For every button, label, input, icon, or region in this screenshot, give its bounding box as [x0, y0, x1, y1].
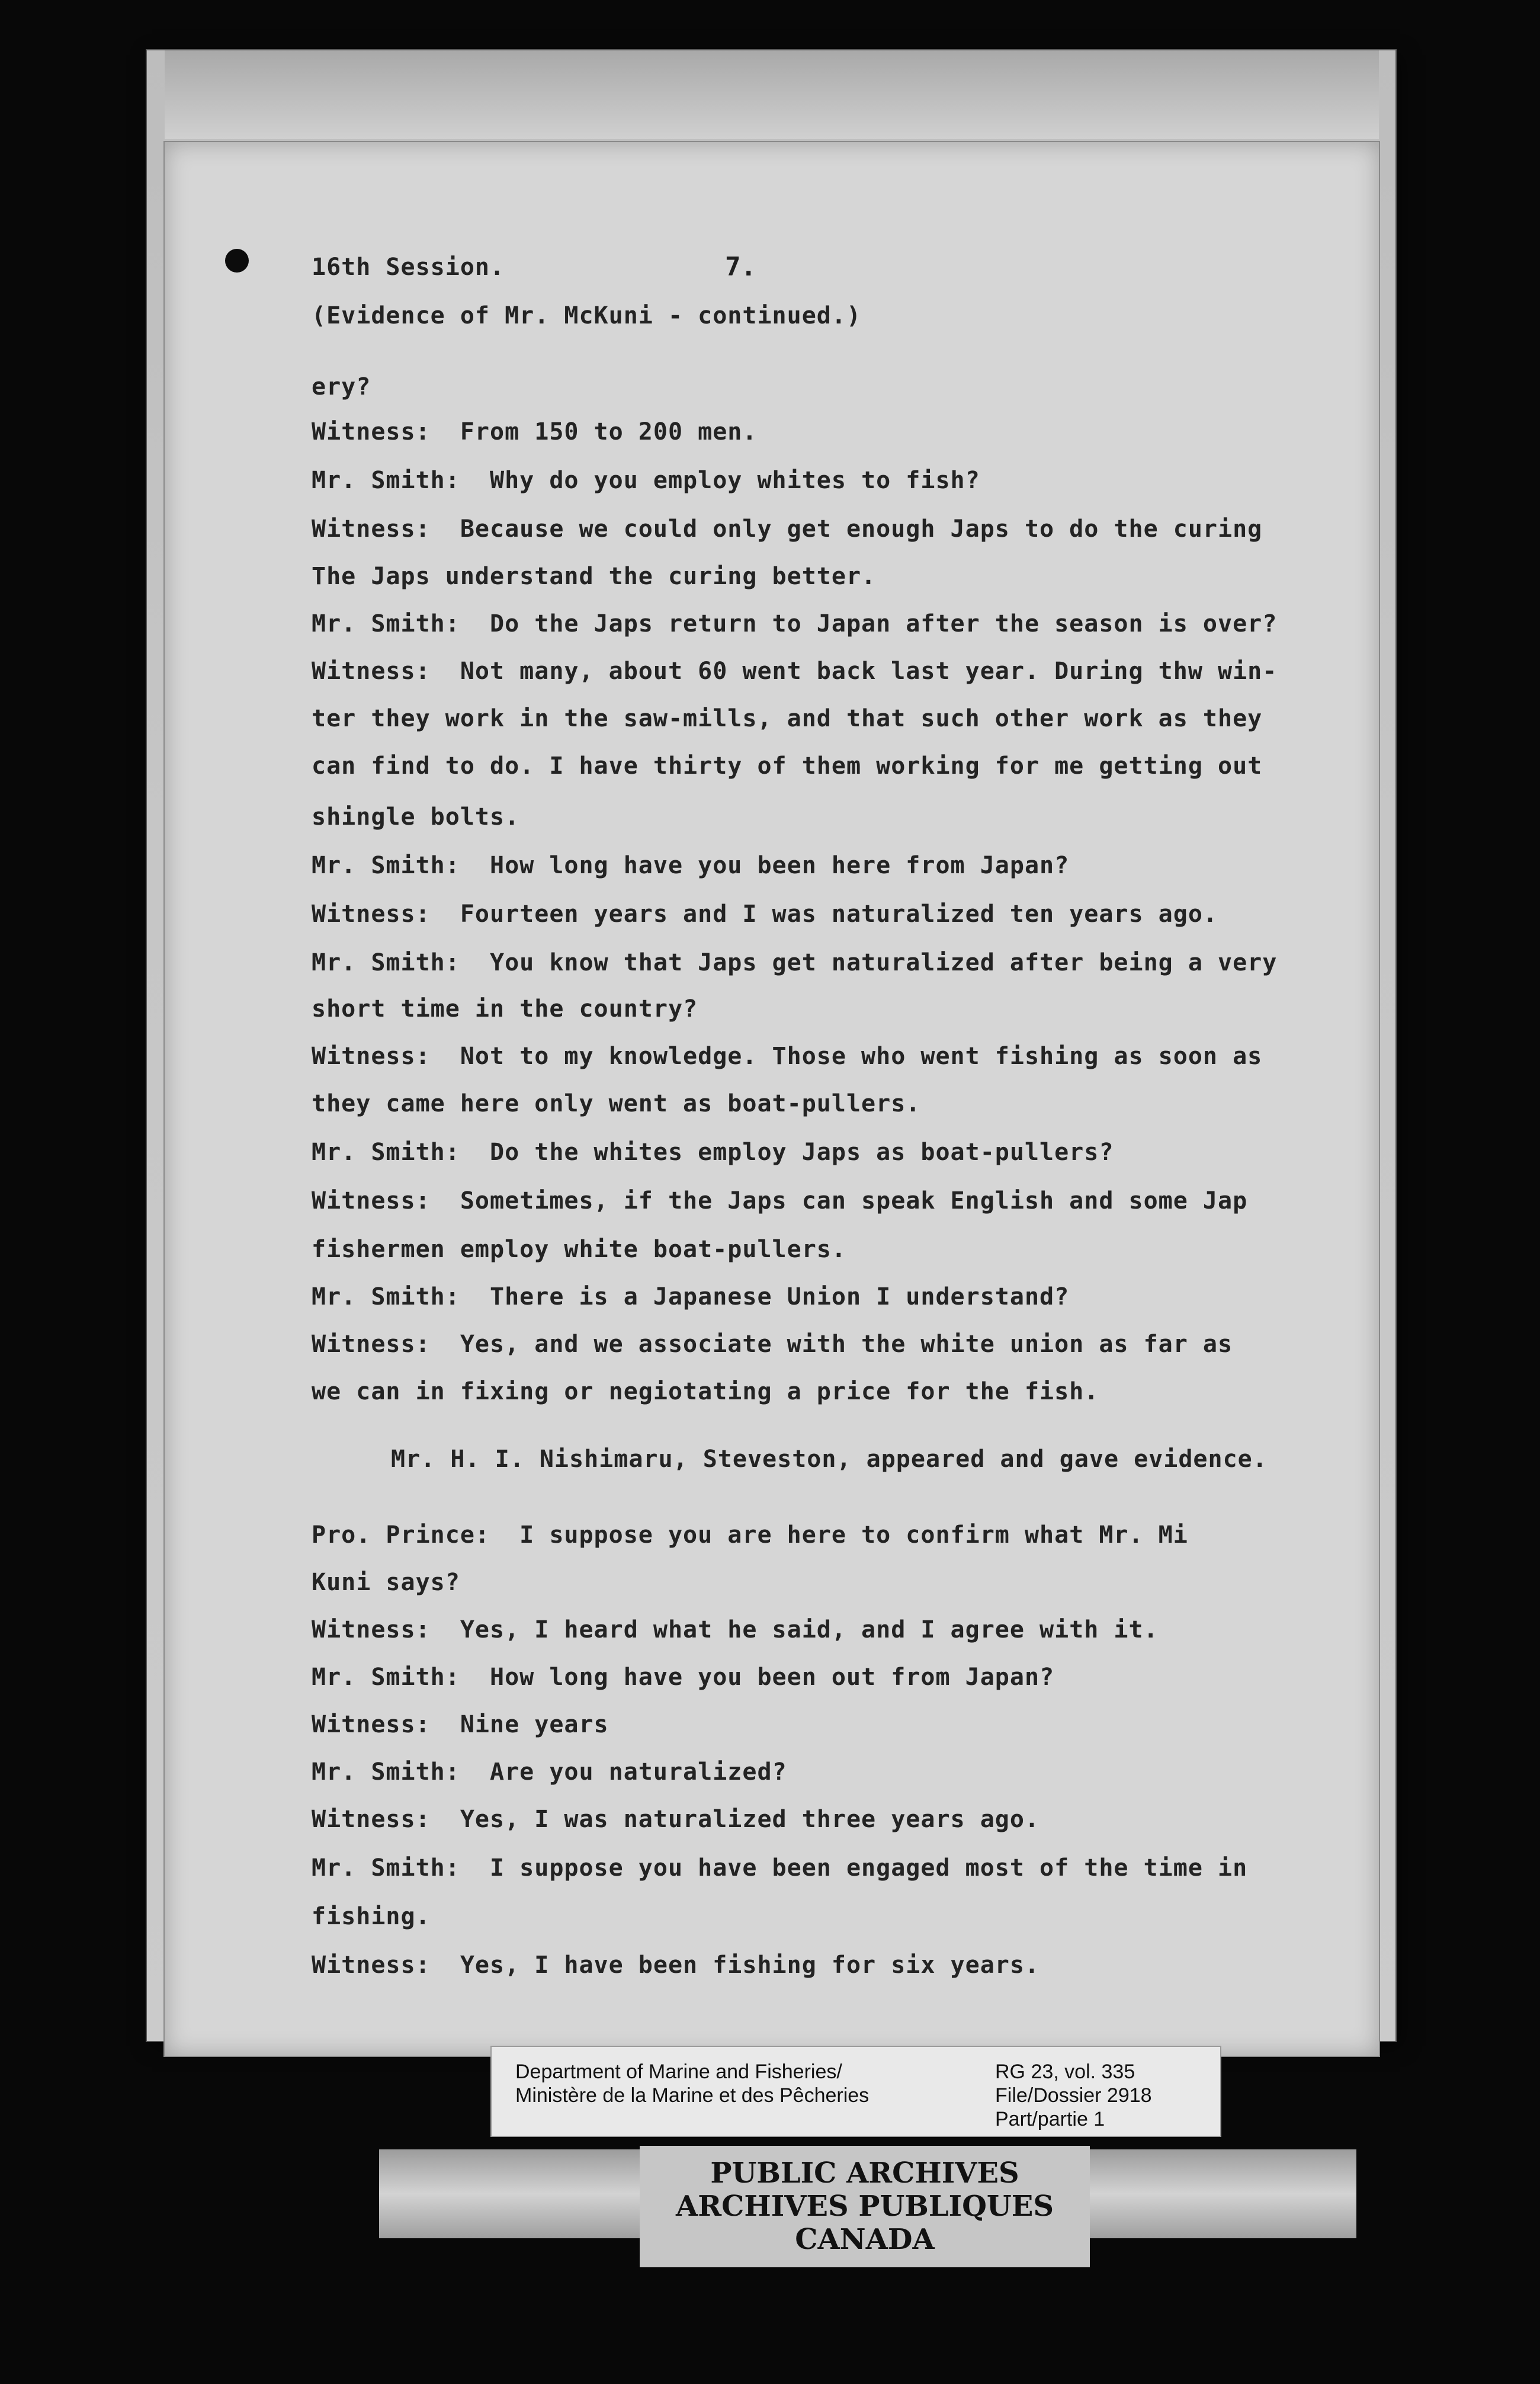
doc-line: Witness: Yes, I was naturalized three years ago. [312, 1806, 1040, 1833]
doc-line: 16th Session. [312, 254, 505, 281]
department-line-fr: Ministère de la Marine et des Pêcheries [515, 2084, 870, 2107]
doc-line: (Evidence of Mr. McKuni - continued.) [312, 302, 862, 329]
doc-line: we can in fixing or negiotating a price for the fish. [312, 1378, 1099, 1405]
doc-line: Witness: Not many, about 60 went back last year. During thw win- [312, 658, 1278, 685]
doc-line: Witness: Because we could only get enough Japs to do the curing [312, 515, 1263, 543]
doc-line: Witness: Yes, I heard what he said, and I agree with it. [312, 1616, 1159, 1643]
stamp-line-2: ARCHIVES PUBLIQUES [676, 2190, 1054, 2223]
doc-line: Witness: Sometimes, if the Japs can speak English and some Jap [312, 1187, 1248, 1215]
department-name [515, 2060, 869, 2107]
doc-line: Witness: Yes, and we associate with the white union as far as [312, 1331, 1233, 1358]
doc-line: Mr. Smith: Do the whites employ Japs as boat-pullers? [312, 1139, 1114, 1166]
doc-line: short time in the country? [312, 995, 698, 1023]
doc-line: Mr. Smith: Do the Japs return to Japan after the season is over? [312, 610, 1278, 637]
doc-line: Pro. Prince: I suppose you are here to confirm what Mr. Mi [312, 1521, 1188, 1549]
doc-line: ter they work in the saw-mills, and that such other work as they [312, 705, 1263, 732]
record-group-reference [995, 2060, 1152, 2131]
doc-line: they came here only went as boat-pullers. [312, 1090, 921, 1117]
doc-line: Witness: Nine years [312, 1711, 609, 1738]
doc-line: can find to do. I have thirty of them working for me getting out [312, 752, 1263, 780]
doc-line: Mr. Smith: There is a Japanese Union I understand? [312, 1283, 1070, 1310]
public-archives-stamp [640, 2146, 1090, 2267]
doc-line: shingle bolts. [312, 803, 520, 831]
doc-line: Mr. H. I. Nishimaru, Steveston, appeared and gave evidence. [391, 1446, 1268, 1473]
file-number: File/Dossier 2918 [995, 2084, 1152, 2107]
doc-line: Mr. Smith: How long have you been out from Japan? [312, 1664, 1055, 1691]
doc-line: ery? [312, 373, 371, 400]
department-line-en: Department of Marine and Fisheries/ [515, 2061, 842, 2083]
part-number: Part/partie 1 [995, 2108, 1105, 2130]
doc-line: Kuni says? [312, 1569, 460, 1596]
page-number: 7. [725, 252, 756, 282]
doc-line: Witness: Not to my knowledge. Those who went fishing as soon as [312, 1043, 1263, 1070]
stamp-line-3: CANADA [795, 2223, 935, 2256]
page-fold [165, 50, 1379, 139]
doc-line: fishing. [312, 1903, 431, 1930]
doc-line: Witness: Fourteen years and I was naturalized ten years ago. [312, 901, 1218, 928]
doc-line: Mr. Smith: Why do you employ whites to fish? [312, 467, 980, 494]
doc-line: Witness: Yes, I have been fishing for six years. [312, 1952, 1040, 1979]
doc-line: Witness: From 150 to 200 men. [312, 418, 758, 446]
record-group-volume: RG 23, vol. 335 [995, 2061, 1135, 2083]
punch-hole-icon [225, 249, 249, 273]
doc-line: fishermen employ white boat-pullers. [312, 1236, 846, 1263]
doc-line: Mr. Smith: Are you naturalized? [312, 1758, 787, 1786]
doc-line: Mr. Smith: I suppose you have been engaged most of the time in [312, 1854, 1248, 1882]
archive-reference-label [492, 2047, 1220, 2136]
stamp-line-1: PUBLIC ARCHIVES [710, 2157, 1019, 2190]
doc-line: Mr. Smith: You know that Japs get naturalized after being a very [312, 949, 1278, 976]
doc-line: Mr. Smith: How long have you been here from Japan? [312, 852, 1070, 879]
doc-line: The Japs understand the curing better. [312, 563, 877, 590]
